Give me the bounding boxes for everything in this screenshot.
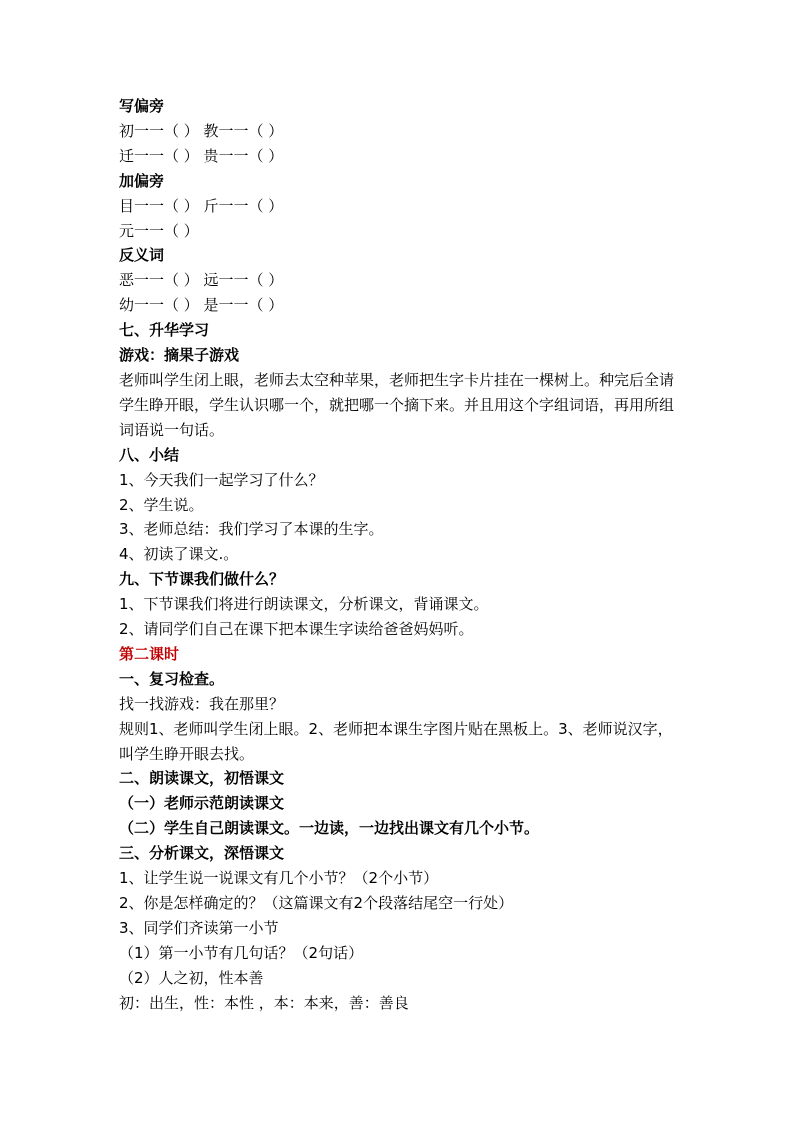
reading-subheading-2: （二）学生自己朗读课文。一边读，一边找出课文有几个小节。 — [119, 819, 540, 838]
summary-item: 4、初读了课文.。 — [119, 545, 239, 564]
reading-subheading-1: （一）老师示范朗读课文 — [119, 794, 285, 813]
heading-add-radical: 加偏旁 — [119, 171, 165, 190]
review-game-line: 找一找游戏：我在那里？ — [119, 694, 285, 713]
summary-item: 3、老师总结：我们学习了本课的生字。 — [119, 520, 384, 539]
exercise-line: 迁一一（ ） 贵一一（ ） — [119, 146, 284, 165]
section-heading-9: 九、下节课我们做什么？ — [119, 570, 285, 589]
game-description-paragraph: 老师叫学生闭上眼，老师去太空种苹果，老师把生字卡片挂在一棵树上。种完后全请学生睁开眼，学生认识哪一个，就把哪一个摘下来。并且用这个字组词语，再用所组词语说一句话。 — [119, 370, 675, 439]
next-class-item: 1、下节课我们将进行朗读课文，分析课文，背诵课文。 — [119, 595, 489, 614]
review-heading: 一、复习检查。 — [119, 669, 225, 688]
analysis-subitem: （2）人之初，性本善 — [119, 968, 264, 987]
exercise-line: 元一一（ ） — [119, 221, 199, 240]
analysis-item: 1、让学生说一说课文有几个小节？（2个小节） — [119, 869, 439, 888]
next-class-item: 2、请同学们自己在课下把本课生字读给爸爸妈妈听。 — [119, 620, 474, 639]
exercise-line: 幼一一（ ） 是一一（ ） — [119, 296, 284, 315]
lesson-two-heading: 第二课时 — [119, 644, 180, 663]
analysis-item: 2、你是怎样确定的？（这篇课文有2个段落结尾空一行处） — [119, 894, 514, 912]
analysis-subitem: （1）第一小节有几句话？（2句话） — [119, 943, 364, 962]
heading-antonyms: 反义词 — [119, 246, 165, 265]
section-heading-8: 八、小结 — [119, 445, 180, 464]
rules-paragraph: 规则1、老师叫学生闭上眼。2、老师把本课生字图片贴在黑板上。3、老师说汉字，叫学生睁开眼去找。 — [119, 719, 673, 763]
reading-heading: 二、朗读课文，初悟课文 — [119, 769, 285, 788]
definitions-line: 初：出生，性：本性 ，本：本来，善：善良 — [119, 993, 409, 1012]
summary-item: 2、学生说。 — [119, 495, 204, 514]
document-page — [119, 94, 679, 1016]
exercise-line: 初一一（ ） 教一一（ ） — [119, 121, 284, 140]
heading-write-radical: 写偏旁 — [119, 97, 165, 115]
exercise-line: 目一一（ ） 斤一一（ ） — [119, 196, 284, 215]
analysis-item: 3、同学们齐读第一小节 — [119, 918, 279, 937]
exercise-line: 恶一一（ ） 远一一（ ） — [119, 271, 284, 290]
section-heading-7: 七、升华学习 — [119, 321, 210, 340]
game-heading: 游戏：摘果子游戏 — [119, 346, 240, 365]
analysis-heading: 三、分析课文，深悟课文 — [119, 844, 285, 863]
summary-item: 1、今天我们一起学习了什么？ — [119, 470, 324, 489]
